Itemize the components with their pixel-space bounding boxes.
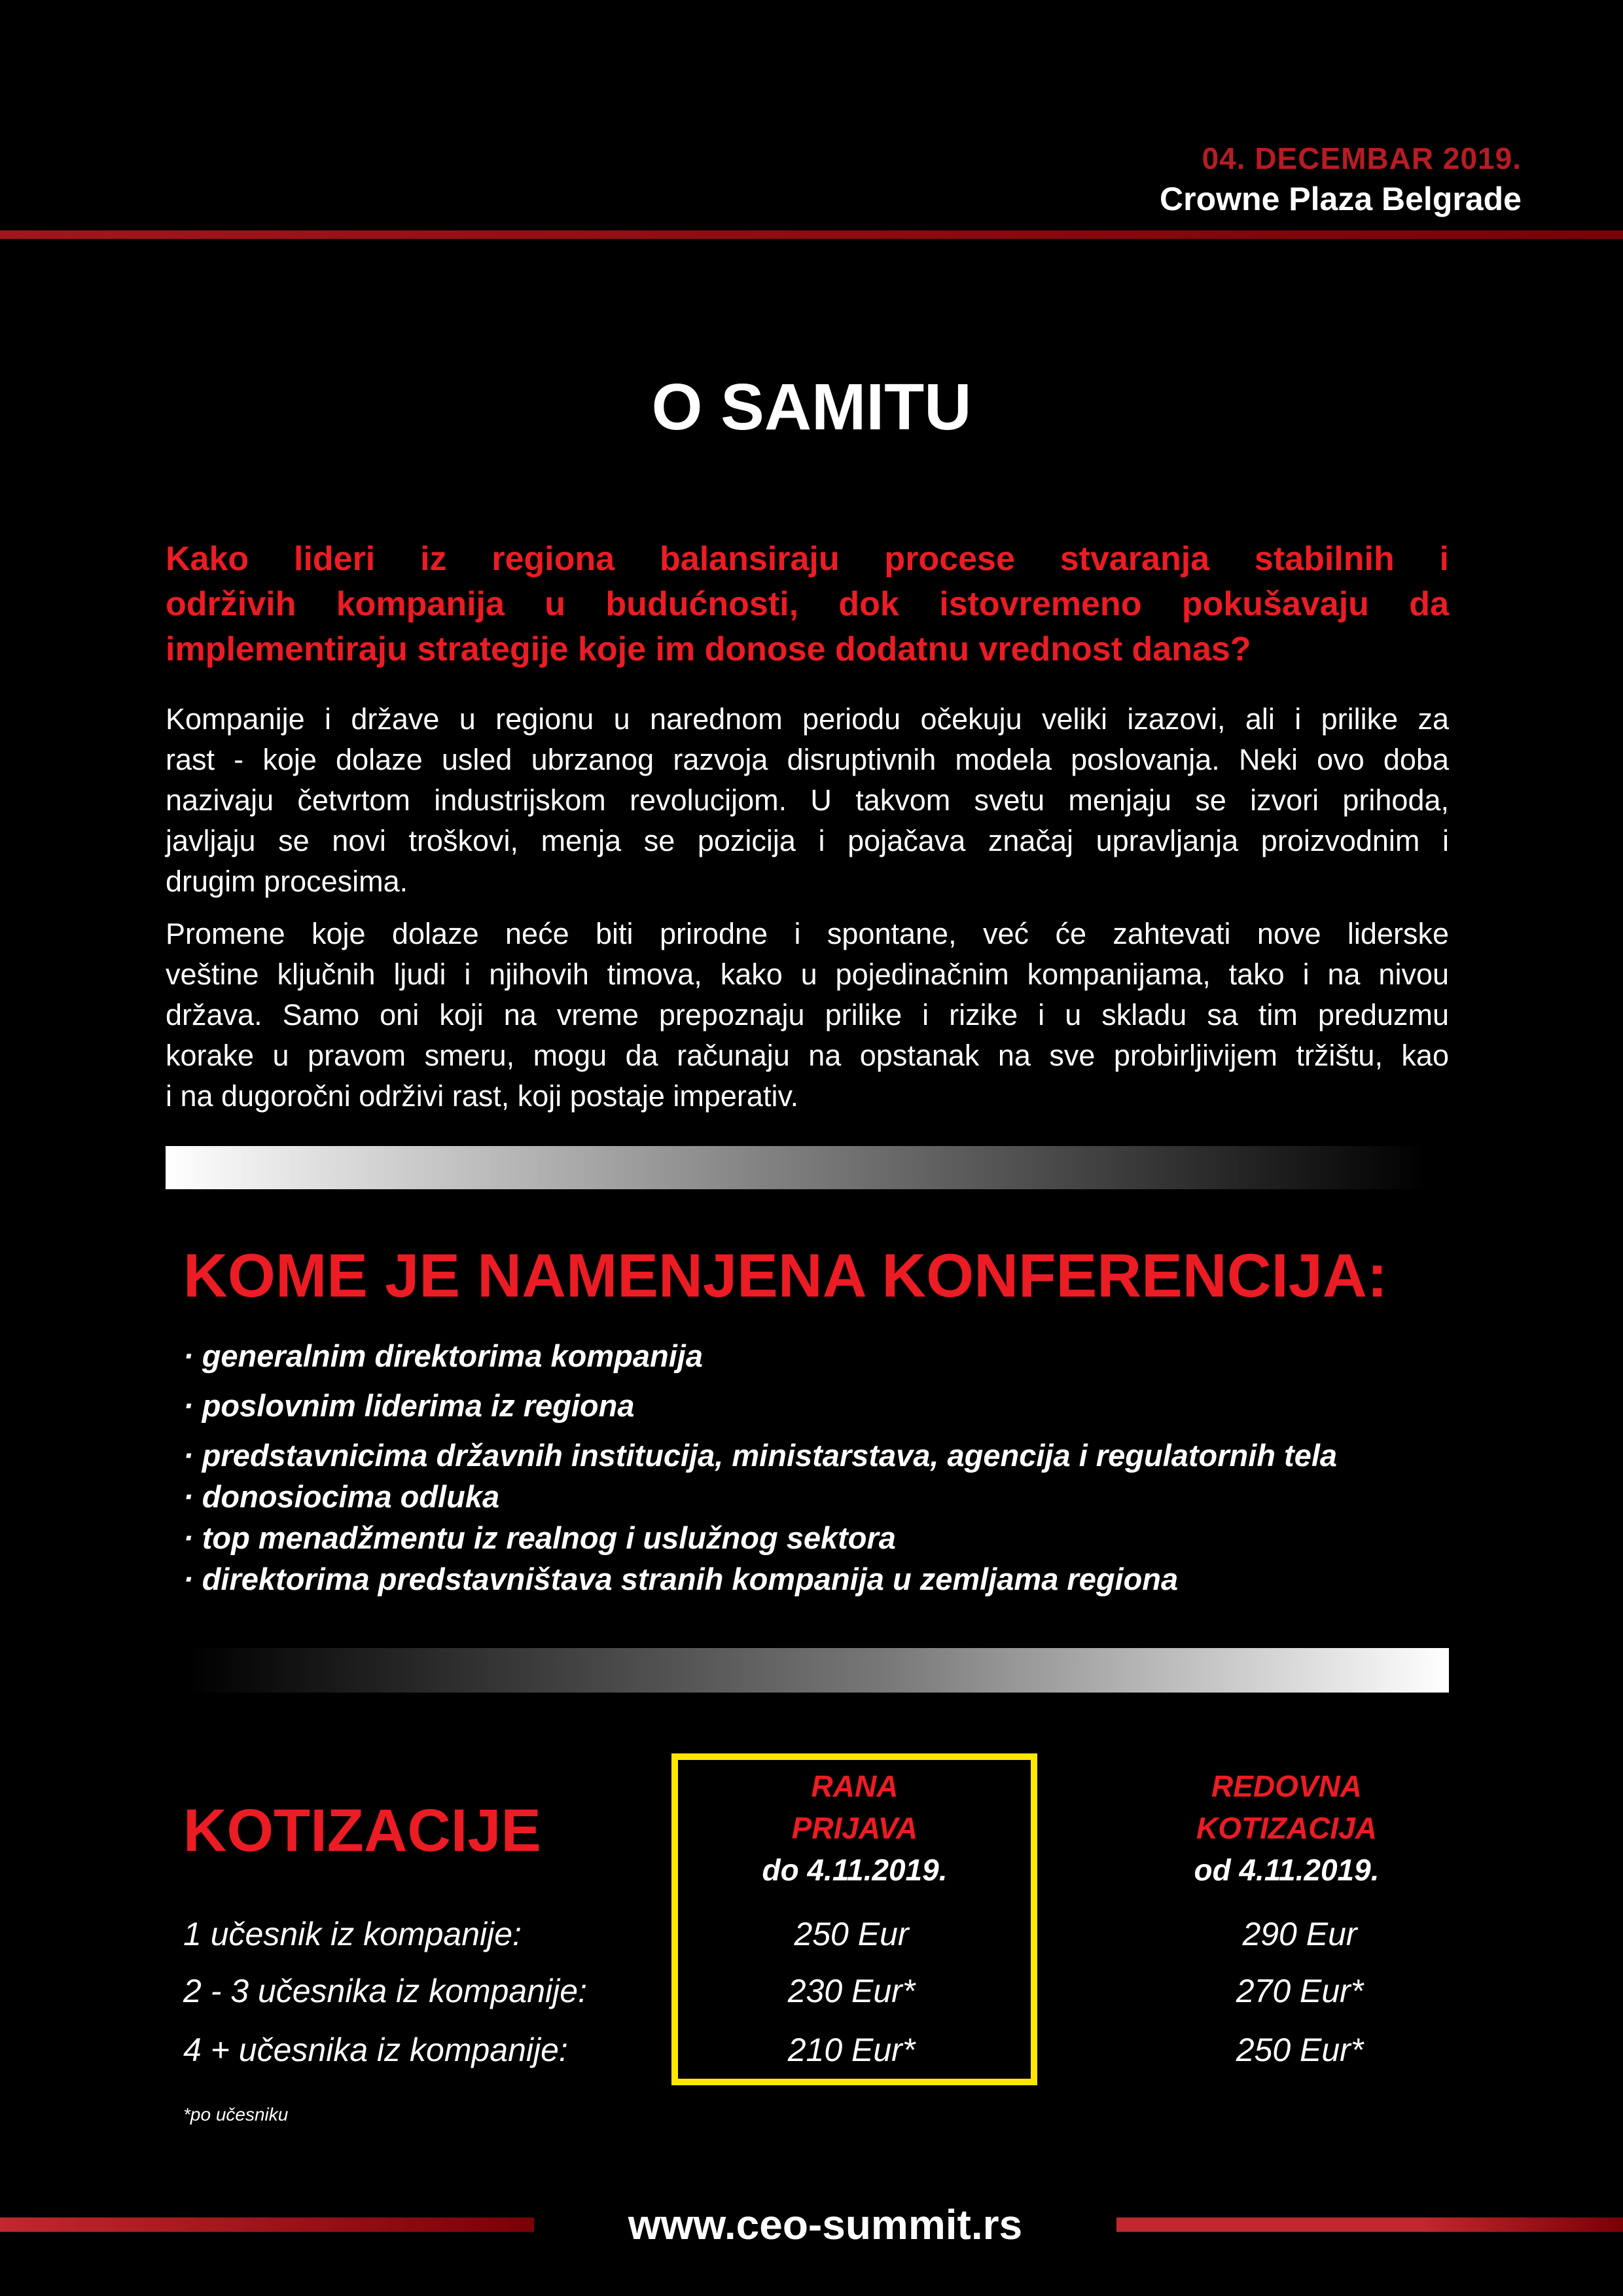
early-price: 210 Eur* xyxy=(787,2032,916,2068)
event-date: 04. DECEMBAR 2019. xyxy=(1202,141,1522,175)
question-line: Kako lideri iz regiona balansiraju procese stvaranja stabilnih i xyxy=(166,540,1449,578)
paragraph-line: i na dugoročni održivi rast, koji postaje imperativ. xyxy=(166,1079,799,1113)
audience-title: KOME JE NAMENJENA KONFERENCIJA: xyxy=(183,1241,1388,1310)
about-question xyxy=(166,537,1449,672)
about-paragraph-2 xyxy=(166,914,1449,1117)
paragraph-line: korake u pravom smeru, mogu da računaju na opstanak na sve probirljivijem tržištu, kao xyxy=(166,1039,1449,1072)
regular-price: 270 Eur* xyxy=(1236,1973,1364,2009)
gradient-divider xyxy=(187,1648,1449,1693)
footer-divider-right xyxy=(1116,2217,1623,2232)
paragraph-line: javljaju se novi troškovi, menja se pozicija i pojačava značaj upravljanja proizvodnim i xyxy=(166,824,1449,857)
early-header-line1: RANA xyxy=(811,1769,899,1803)
regular-price: 290 Eur xyxy=(1242,1916,1357,1952)
early-price: 250 Eur xyxy=(794,1916,909,1952)
paragraph-line: država. Samo oni koji na vreme prepoznaju prilike i rizike i u skladu sa tim preduzmu xyxy=(166,998,1449,1031)
audience-list xyxy=(183,1335,1337,1600)
early-header-line2: PRIJAVA xyxy=(791,1811,918,1845)
regular-registration-header xyxy=(1103,1765,1470,1891)
list-item: · top menadžmentu iz realnog i uslužnog sektora xyxy=(183,1520,896,1555)
paragraph-line: nazivaju četvrtom industrijskom revolucijom. U takvom svetu menjaju se izvori prihoda, xyxy=(166,783,1449,817)
price-row-label: 4 + učesnika iz kompanije: xyxy=(183,2032,568,2068)
pricing-footnote: *po učesniku xyxy=(183,2104,289,2125)
question-line: implementiraju strategije koje im donose dodatnu vrednost danas? xyxy=(166,630,1251,668)
question-line: održivih kompanija u budućnosti, dok istovremeno pokušavaju da xyxy=(166,585,1449,623)
paragraph-line: Kompanije i države u regionu u narednom periodu očekuju veliki izazovi, ali i prilike za xyxy=(166,702,1449,736)
list-item: · generalnim direktorima kompanija xyxy=(183,1338,703,1373)
header-divider xyxy=(0,230,1623,239)
pricing-title: KOTIZACIJE xyxy=(183,1797,541,1864)
about-title: O SAMITU xyxy=(651,370,972,444)
early-price: 230 Eur* xyxy=(787,1973,916,2009)
list-item: · poslovnim liderima iz regiona xyxy=(183,1388,635,1423)
paragraph-line: drugim procesima. xyxy=(166,865,408,898)
gradient-divider xyxy=(166,1146,1427,1189)
regular-header-date: od 4.11.2019. xyxy=(1194,1853,1380,1887)
regular-header-line2: KOTIZACIJA xyxy=(1196,1811,1377,1845)
footer-divider-left xyxy=(0,2217,534,2232)
early-registration-header xyxy=(671,1765,1038,1891)
price-row-label: 2 - 3 učesnika iz kompanije: xyxy=(183,1973,587,2009)
website-link[interactable]: www.ceo-summit.rs xyxy=(628,2201,1023,2248)
paragraph-line: rast - koje dolaze usled ubrzanog razvoja disruptivnih modela poslovanja. Neki ovo doba xyxy=(166,743,1449,776)
about-paragraph-1 xyxy=(166,699,1449,902)
price-row-label: 1 učesnik iz kompanije: xyxy=(183,1916,522,1952)
early-header-date: do 4.11.2019. xyxy=(762,1853,948,1887)
list-item: · donosiocima odluka xyxy=(183,1479,500,1514)
list-item: · predstavnicima državnih institucija, ministarstava, agencija i regulatornih tela xyxy=(183,1438,1338,1473)
paragraph-line: Promene koje dolaze neće biti prirodne i spontane, već će zahtevati nove liderske xyxy=(166,917,1449,950)
regular-header-line1: REDOVNA xyxy=(1211,1769,1363,1803)
list-item: · direktorima predstavništava stranih kompanija u zemljama regiona xyxy=(183,1562,1179,1596)
paragraph-line: veštine ključnih ljudi i njihovih timova, kako u pojedinačnim kompanijama, tako i na nivou xyxy=(166,958,1449,991)
regular-price: 250 Eur* xyxy=(1236,2032,1364,2068)
event-venue: Crowne Plaza Belgrade xyxy=(1160,181,1522,217)
